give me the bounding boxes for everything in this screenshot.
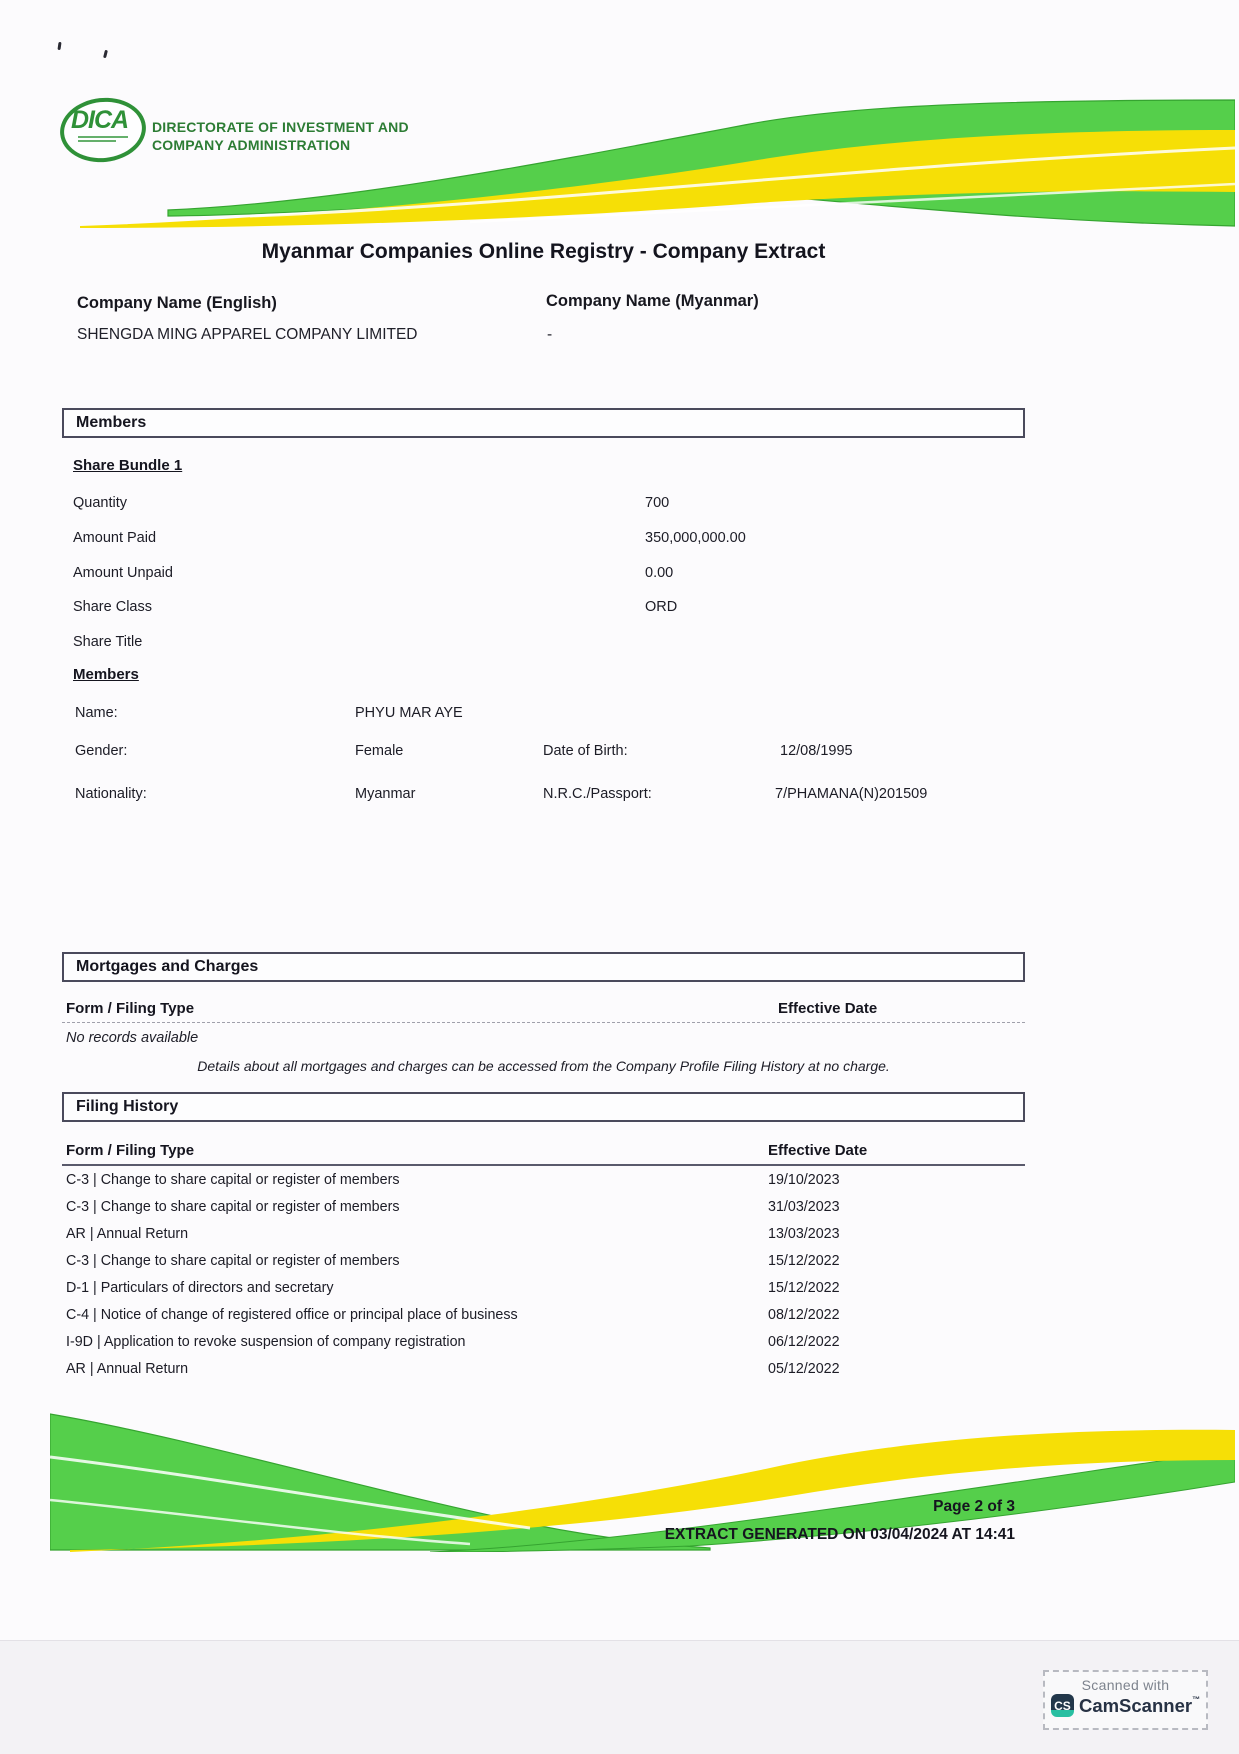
- filing-date-cell: 15/12/2022: [768, 1252, 840, 1269]
- share-bundle-heading: Share Bundle 1: [73, 457, 183, 474]
- member-gender-label: Gender:: [75, 743, 128, 759]
- bundle-row-value: ORD: [645, 599, 678, 616]
- company-name-english-label: Company Name (English): [77, 294, 277, 312]
- filing-date-cell: 13/03/2023: [768, 1225, 840, 1242]
- bundle-row-label: Share Title: [73, 634, 143, 651]
- share-bundle-rows: [73, 486, 1003, 659]
- filing-col-date: Effective Date: [768, 1142, 868, 1159]
- scanned-with-text: Scanned with: [1081, 1677, 1170, 1693]
- filing-col-form: Form / Filing Type: [66, 1142, 195, 1159]
- filing-form-cell: AR | Annual Return: [66, 1360, 189, 1377]
- filing-date-cell: 06/12/2022: [768, 1333, 840, 1350]
- trademark-symbol: ™: [1192, 1694, 1201, 1704]
- logo-fine-print: [78, 136, 128, 144]
- filing-form-cell: C-3 | Change to share capital or register of members: [66, 1198, 400, 1215]
- mortgages-col-form: Form / Filing Type: [66, 1000, 195, 1017]
- header-swoosh-graphic: [50, 96, 1235, 230]
- bundle-row-label: Amount Unpaid: [73, 564, 173, 581]
- filing-date-cell: 05/12/2022: [768, 1360, 840, 1377]
- table-row: [66, 1247, 1006, 1274]
- page-title: Myanmar Companies Online Registry - Company Extract: [261, 240, 826, 263]
- company-name-english-value: SHENGDA MING APPAREL COMPANY LIMITED: [77, 326, 418, 343]
- table-row: [66, 1193, 1006, 1220]
- mortgages-header-rule: [62, 1022, 1025, 1023]
- ink-mark: [57, 42, 61, 50]
- org-name-line2: COMPANY ADMINISTRATION: [152, 137, 351, 153]
- table-row: [66, 1274, 1006, 1301]
- member-nrc-value: 7/PHAMANA(N)201509: [775, 786, 928, 802]
- company-name-myanmar-value: -: [547, 326, 553, 343]
- bundle-row-label: Share Class: [73, 599, 152, 616]
- camscanner-icon: CS: [1051, 1694, 1074, 1717]
- filing-form-cell: C-4 | Notice of change of registered office or principal place of business: [66, 1306, 518, 1323]
- bundle-row-value: 700: [645, 495, 670, 512]
- company-name-myanmar-label: Company Name (Myanmar): [546, 292, 759, 310]
- share-bundle-row: [73, 590, 1003, 625]
- bundle-row-label: Amount Paid: [73, 530, 157, 547]
- filing-history-section-title: Filing History: [76, 1098, 179, 1115]
- member-name-value: PHYU MAR AYE: [355, 705, 463, 721]
- mortgages-section-header: [62, 952, 1025, 982]
- filing-date-cell: 15/12/2022: [768, 1279, 840, 1296]
- member-gender-value: Female: [355, 743, 404, 759]
- org-name: [152, 118, 409, 154]
- share-bundle-row: [73, 555, 1003, 590]
- dica-logo-text: DICA: [71, 106, 129, 134]
- filing-history-section-header: [62, 1092, 1025, 1122]
- table-row: [66, 1301, 1006, 1328]
- page-number: Page 2 of 3: [933, 1498, 1015, 1515]
- filing-date-cell: 08/12/2022: [768, 1306, 840, 1323]
- filing-form-cell: C-3 | Change to share capital or register of members: [66, 1171, 400, 1188]
- filing-history-table: [66, 1166, 1006, 1382]
- member-nationality-value: Myanmar: [355, 786, 416, 802]
- table-row: [66, 1220, 1006, 1247]
- filing-form-cell: AR | Annual Return: [66, 1225, 189, 1242]
- members-section-title: Members: [76, 414, 147, 431]
- camscanner-brand-text: CamScanner: [1078, 1694, 1193, 1716]
- bundle-row-label: Quantity: [73, 495, 127, 512]
- camscanner-watermark: [1043, 1670, 1208, 1730]
- members-section-header: [62, 408, 1025, 438]
- mortgages-note: Details about all mortgages and charges can be accessed from the Company Profile Filing History at no charge.: [197, 1058, 890, 1074]
- members-subsection-heading: Members: [73, 666, 139, 683]
- member-nrc-label: N.R.C./Passport:: [543, 786, 652, 802]
- share-bundle-row: [73, 521, 1003, 556]
- org-name-line1: DIRECTORATE OF INVESTMENT AND: [152, 119, 409, 135]
- mortgages-col-date: Effective Date: [778, 1000, 878, 1017]
- filing-form-cell: I-9D | Application to revoke suspension of company registration: [66, 1333, 466, 1350]
- member-nationality-label: Nationality:: [75, 786, 147, 802]
- dica-logo: [60, 98, 146, 162]
- filing-date-cell: 31/03/2023: [768, 1198, 840, 1215]
- table-row: [66, 1355, 1006, 1382]
- filing-date-cell: 19/10/2023: [768, 1171, 840, 1188]
- member-name-label: Name:: [75, 705, 118, 721]
- extract-generated-timestamp: EXTRACT GENERATED ON 03/04/2024 AT 14:41: [664, 1526, 1015, 1543]
- ink-mark: [103, 50, 108, 58]
- filing-form-cell: C-3 | Change to share capital or register of members: [66, 1252, 400, 1269]
- table-row: [66, 1328, 1006, 1355]
- camscanner-brand: [1079, 1695, 1200, 1717]
- member-dob-value: 12/08/1995: [780, 743, 853, 759]
- bundle-row-value: 0.00: [645, 564, 674, 581]
- share-bundle-row: [73, 486, 1003, 521]
- bundle-row-value: 350,000,000.00: [645, 530, 746, 547]
- member-dob-label: Date of Birth:: [543, 743, 628, 759]
- table-row: [66, 1166, 1006, 1193]
- mortgages-section-title: Mortgages and Charges: [76, 958, 259, 975]
- filing-form-cell: D-1 | Particulars of directors and secretary: [66, 1279, 334, 1296]
- mortgages-no-records: No records available: [66, 1030, 199, 1046]
- share-bundle-row: [73, 625, 1003, 660]
